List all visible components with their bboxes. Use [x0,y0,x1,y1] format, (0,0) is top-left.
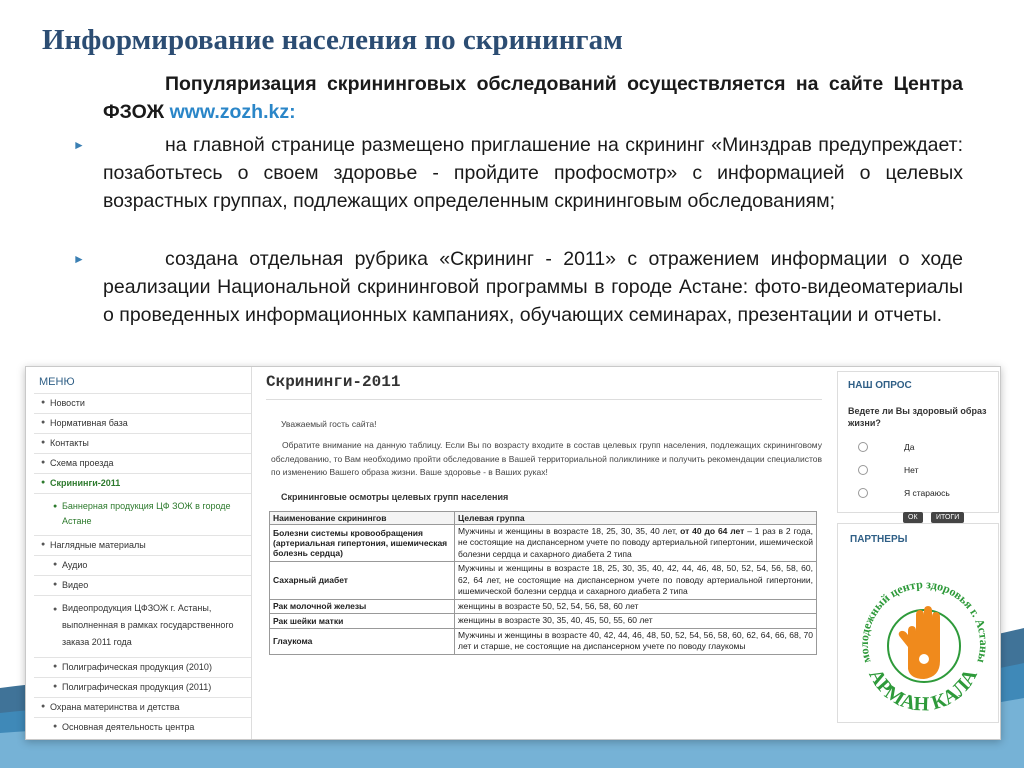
poll-title: НАШ ОПРОС [848,380,912,391]
menu-item-contacts[interactable]: ● Контакты [34,433,251,453]
site-main-content [266,367,822,739]
table-row [270,599,817,614]
bullet-dot-icon: ● [53,723,58,730]
target-group: женщины в возрасте 50, 52, 54, 56, 58, 60 лет [455,599,817,614]
page-heading: Скрининги-2011 [266,373,822,400]
logo-top-text: молодежный центр здоровья г. Астаны [856,577,992,665]
site-right-column [837,367,999,739]
bullet-dot-icon: ● [41,541,46,548]
table-row [270,628,817,654]
bullet-dot-icon: ● [41,399,46,406]
screening-name: Болезни системы кровообращения (артериальная гипертония, ишемическая болезнь сердца) [270,524,455,562]
target-group: Мужчины и женщины в возрасте 18, 25, 30, 35, 40 лет, от 40 до 64 лет – 1 раз в 2 года, не состоящие на диспансерном учете по поводу артериальной гипертонии, ишемической болезни сердца и сахарного диабета 2 типа [455,524,817,562]
target-group: Мужчины и женщины в возрасте 18, 25, 30, 35, 40, 42, 44, 46, 48, 50, 52, 54, 56, 58, 60, 62, 64 лет, не состоящие на диспансерном учете по поводу артериальной гипертонии, ишемической болезни сердца и сахарного диабета 2 типа [455,562,817,600]
arman-kala-logo[interactable] [848,551,996,719]
website-screenshot [25,366,1001,740]
bullet-dot-icon: ● [41,479,46,486]
radio-button[interactable] [858,465,868,475]
greeting-text: Уважаемый гость сайта! [281,419,377,429]
menu-item-banner-products[interactable]: ● Баннерная продукция ЦФ ЗОЖ в городе Астане [34,493,251,535]
menu-item-print-2011[interactable]: ● Полиграфическая продукция (2011) [34,677,251,697]
menu-item-audio[interactable]: ● Аудио [34,555,251,575]
bullet-dot-icon: ● [41,419,46,426]
poll-option-trying[interactable]: Я стараюсь [848,481,988,504]
screening-table [269,511,817,655]
logo-bottom-text: АРМАН КАЛА [864,665,982,716]
notice-text: Обратите внимание на данную таблицу. Если Вы по возрасту входите в состав целевых групп населения, подлежащих скрининговому обследованию, то Вам необходимо пройти обследование в Вашей территориальной поликлинике и получить рекомендации специалистов по изменению Вашего образа жизни. Ваше здоровье - в Ваших руках! [271,440,822,477]
bullet-dot-icon: ● [53,663,58,670]
menu-item-visual-materials[interactable]: ● Наглядные материалы [34,535,251,555]
bullet-dot-icon: ● [53,581,58,588]
intro-paragraph [103,70,963,126]
poll-question: Ведете ли Вы здоровый образ жизни? [848,406,987,428]
table-header-row [270,511,817,524]
screening-name: Рак шейки матки [270,614,455,629]
table-caption: Скрининговые осмотры целевых групп населения [281,491,509,502]
poll-option-no[interactable]: Нет [848,458,988,481]
poll-ok-button[interactable]: ОК [903,512,923,523]
radio-button[interactable] [858,442,868,452]
poll-widget [837,371,999,521]
screening-name: Сахарный диабет [270,562,455,600]
partners-title: ПАРТНЕРЫ [850,534,908,545]
site-url-link[interactable]: www.zozh.kz: [169,101,296,123]
bullet-dot-icon: ● [53,683,58,690]
bullet-dot-icon: ● [41,703,46,710]
partners-widget [837,523,999,723]
bullet-dot-icon: ● [41,459,46,466]
screening-name: Рак молочной железы [270,599,455,614]
menu-item-route-map[interactable]: ● Схема проезда [34,453,251,473]
target-group: женщины в возрасте 30, 35, 40, 45, 50, 55, 60 лет [455,614,817,629]
target-group: Мужчины и женщины в возрасте 40, 42, 44, 46, 48, 50, 52, 54, 56, 58, 60, 62, 64, 66, 68, 70 лет и старше, не состоящие на диспансерном учете по поводу глаукомы [455,628,817,654]
bullet-arrow-icon: ► [73,252,85,266]
site-sidebar-menu [34,367,252,739]
column-header: Наименование скринингов [270,511,455,524]
table-row [270,562,817,600]
column-header: Целевая группа [455,511,817,524]
menu-item-main-activity[interactable]: ● Основная деятельность центра [34,717,251,737]
intro-text: Популяризация скрининговых обследований осуществляется на сайте Центра ФЗОЖ [103,73,963,123]
bullet-dot-icon: ● [53,606,58,613]
bullet-dot-icon: ● [53,561,58,568]
menu-item-maternity[interactable]: ● Охрана материнства и детства [34,697,251,717]
menu-item-screenings-2011[interactable]: ● Скрининги-2011 [34,473,251,493]
poll-results-button[interactable]: ИТОГИ [931,512,964,523]
menu-item-video[interactable]: ● Видео [34,575,251,595]
menu-item-print-2010[interactable]: ● Полиграфическая продукция (2010) [34,657,251,677]
poll-option-yes[interactable]: Да [848,435,988,458]
screening-name: Глаукома [270,628,455,654]
bullet-dot-icon: ● [41,439,46,446]
table-row [270,614,817,629]
menu-title: МЕНЮ [39,376,75,388]
bullet-dot-icon: ● [53,503,58,510]
bullet-paragraph-1: на главной странице размещено приглашение на скрининг «Минздрав предупреждает: позаботьтесь о своем здоровье - пройдите профосмотр» с информацией о целевых возрастных группах, подлежащих определенным скрининговым обследованиям; [103,134,963,212]
bullet-arrow-icon: ► [73,138,85,152]
menu-item-legal-base[interactable]: ● Нормативная база [34,413,251,433]
slide-title: Информирование населения по скринингам [42,24,623,56]
table-row [270,524,817,562]
bullet-paragraph-2: создана отдельная рубрика «Скрининг - 2011» с отражением информации о ходе реализации Национальной скрининговой программы в городе Астане: фото-видеоматериалы о проведенных информационных кампаниях, обучающих семинарах, презентации и отчеты. [103,248,963,326]
menu-item-news[interactable]: ● Новости [34,393,251,413]
radio-button[interactable] [858,488,868,498]
menu-item-video-products[interactable]: ● Видеопродукция ЦФЗОЖ г. Астаны, выполненная в рамках государственного заказа 2011 года [34,595,251,657]
